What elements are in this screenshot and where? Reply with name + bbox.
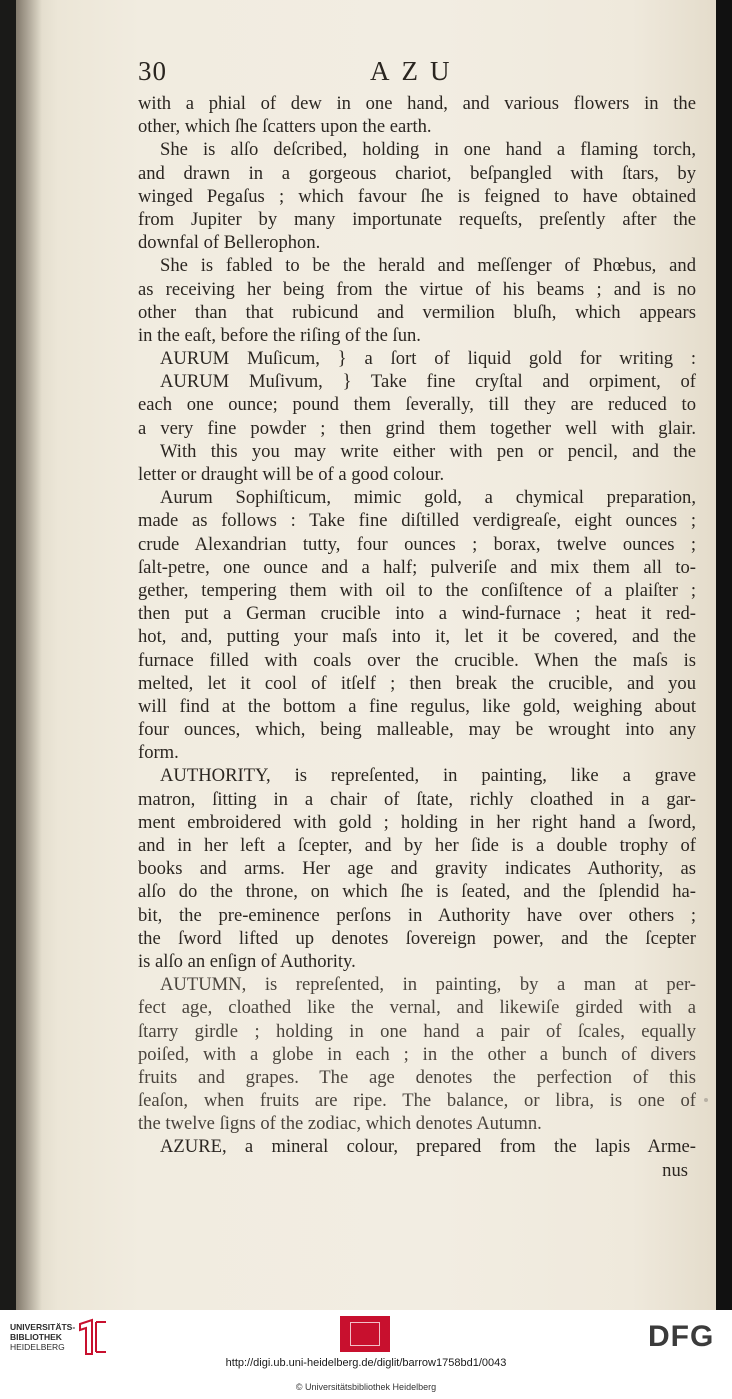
text-line: as receiving her being from the virtue of his beams ; and is no	[138, 278, 696, 300]
logo-text-line: BIBLIOTHEK	[10, 1332, 62, 1342]
text-line: AUTHORITY, is repreſented, in painting, like a grave	[160, 765, 696, 787]
text-line: ment embroidered with gold ; holding in her right hand a ſword,	[138, 811, 696, 833]
permalink[interactable]: http://digi.ub.uni-heidelberg.de/diglit/barrow1758bd1/0043	[225, 1357, 507, 1369]
text-line: from Jupiter by many importunate requeſts, preſently after the	[138, 208, 696, 230]
text-line: AURUM Muſicum, } a ſort of liquid gold for writing :	[160, 348, 696, 370]
text-line: poiſed, with a globe in each ; in the other a bunch of divers	[138, 1043, 696, 1065]
text-line: fruits and grapes. The age denotes the perfection of this	[138, 1066, 696, 1088]
text-line: ſalt-petre, one ounce and a half; pulveriſe and mix them all to-	[138, 556, 696, 578]
ub-heidelberg-logo-icon	[76, 1318, 110, 1356]
spine-shadow	[16, 0, 42, 1310]
text-line: furnace filled with coals over the crucible. When the maſs is	[138, 649, 696, 671]
text-line: Aurum Sophiſticum, mimic gold, a chymical preparation,	[160, 487, 696, 509]
text-line: melted, let it cool of itſelf ; then break the crucible, and you	[138, 672, 696, 694]
page-edge	[716, 0, 732, 1310]
text-line: four ounces, which, being malleable, may be wrought into any	[138, 719, 696, 741]
text-line: other, which ſhe ſcatters upon the earth.	[138, 116, 432, 138]
text-line: crude Alexandrian tutty, four ounces ; borax, twelve ounces ;	[138, 533, 696, 555]
text-line: gether, tempering them with oil to the conſiſtence of a plaiſter ;	[138, 579, 696, 601]
text-line: letter or draught will be of a good colour.	[138, 464, 445, 485]
text-line: winged Pegaſus ; which favour ſhe is feigned to have obtained	[138, 185, 696, 207]
text-line: bit, the pre-eminence perſons in Authority have over others ;	[138, 904, 696, 926]
university-library-logo[interactable]	[10, 1316, 110, 1360]
text-line: made as follows : Take fine diſtilled verdigreaſe, eight ounces ;	[138, 510, 696, 532]
page-number: 30	[138, 56, 167, 86]
text-line: matron, ſitting in a chair of ſtate, richly cloathed in a gar-	[138, 788, 696, 810]
text-line: and in her left a ſcepter, and by her ſide is a double trophy of	[138, 835, 696, 856]
text-line: AUTUMN, is repreſented, in painting, by a man at per-	[160, 974, 696, 996]
text-body	[138, 92, 696, 1182]
text-line: ſtarry girdle ; holding in one hand a pair of ſcales, equally	[138, 1020, 696, 1042]
text-line: in the eaſt, before the riſing of the ſun.	[138, 324, 421, 346]
text-line: then put a German crucible into a wind-furnace ; heat it red-	[138, 603, 696, 625]
text-line: and drawn in a gorgeous chariot, beſpangled with ſtars, by	[138, 162, 696, 184]
text-line: downfal of Bellerophon.	[138, 232, 321, 254]
page-header	[138, 56, 698, 90]
dfg-project-seal-icon[interactable]	[340, 1316, 390, 1352]
text-line: will find at the bottom a fine regulus, like gold, weighing about	[138, 695, 696, 717]
text-line: AURUM Muſivum, } Take fine cryſtal and orpiment, of	[160, 371, 696, 393]
text-line: the twelve ſigns of the zodiac, which denotes Autumn.	[138, 1113, 542, 1135]
text-line: the ſword lifted up denotes ſovereign power, and the ſcepter	[138, 927, 696, 949]
text-line: AZURE, a mineral colour, prepared from the lapis Arme-	[160, 1136, 696, 1158]
text-line: a very fine powder ; then grind them together well with glair.	[138, 417, 696, 439]
text-line: ſeaſon, when fruits are ripe. The balance, or libra, is one of	[138, 1090, 696, 1112]
dfg-logo[interactable]: DFG	[648, 1320, 715, 1353]
text-line: With this you may write either with pen or pencil, and the	[160, 440, 696, 462]
text-line: form.	[138, 742, 179, 764]
text-line: other than that rubicund and vermilion bluſh, which appears	[138, 301, 696, 323]
text-line: alſo do the throne, on which ſhe is ſeated, and the ſplendid ha-	[138, 881, 696, 903]
text-line: books and arms. Her age and gravity indicates Authority, as	[138, 858, 696, 880]
text-line: each one ounce; pound them ſeverally, till they are reduced to	[138, 394, 696, 416]
footer-bar	[0, 1310, 732, 1399]
text-line: fect age, cloathed like the vernal, and likewiſe girded with a	[138, 997, 696, 1019]
text-line: hot, and, putting your maſs into it, let it be covered, and the	[138, 626, 696, 648]
text-line: She is alſo deſcribed, holding in one hand a flaming torch,	[160, 139, 696, 161]
logo-text-line: HEIDELBERG	[10, 1342, 65, 1352]
logo-text-line: UNIVERSITÄTS-	[10, 1322, 76, 1332]
margin-mark	[704, 1098, 708, 1102]
copyright-notice: © Universitätsbibliothek Heidelberg	[295, 1382, 437, 1392]
text-line: with a phial of dew in one hand, and various flowers in the	[138, 93, 696, 114]
text-line: is alſo an enſign of Authority.	[138, 950, 356, 972]
catchword: nus	[662, 1159, 688, 1181]
text-line: She is fabled to be the herald and meſſenger of Phœbus, and	[160, 255, 696, 277]
running-head: AZU	[370, 56, 462, 86]
